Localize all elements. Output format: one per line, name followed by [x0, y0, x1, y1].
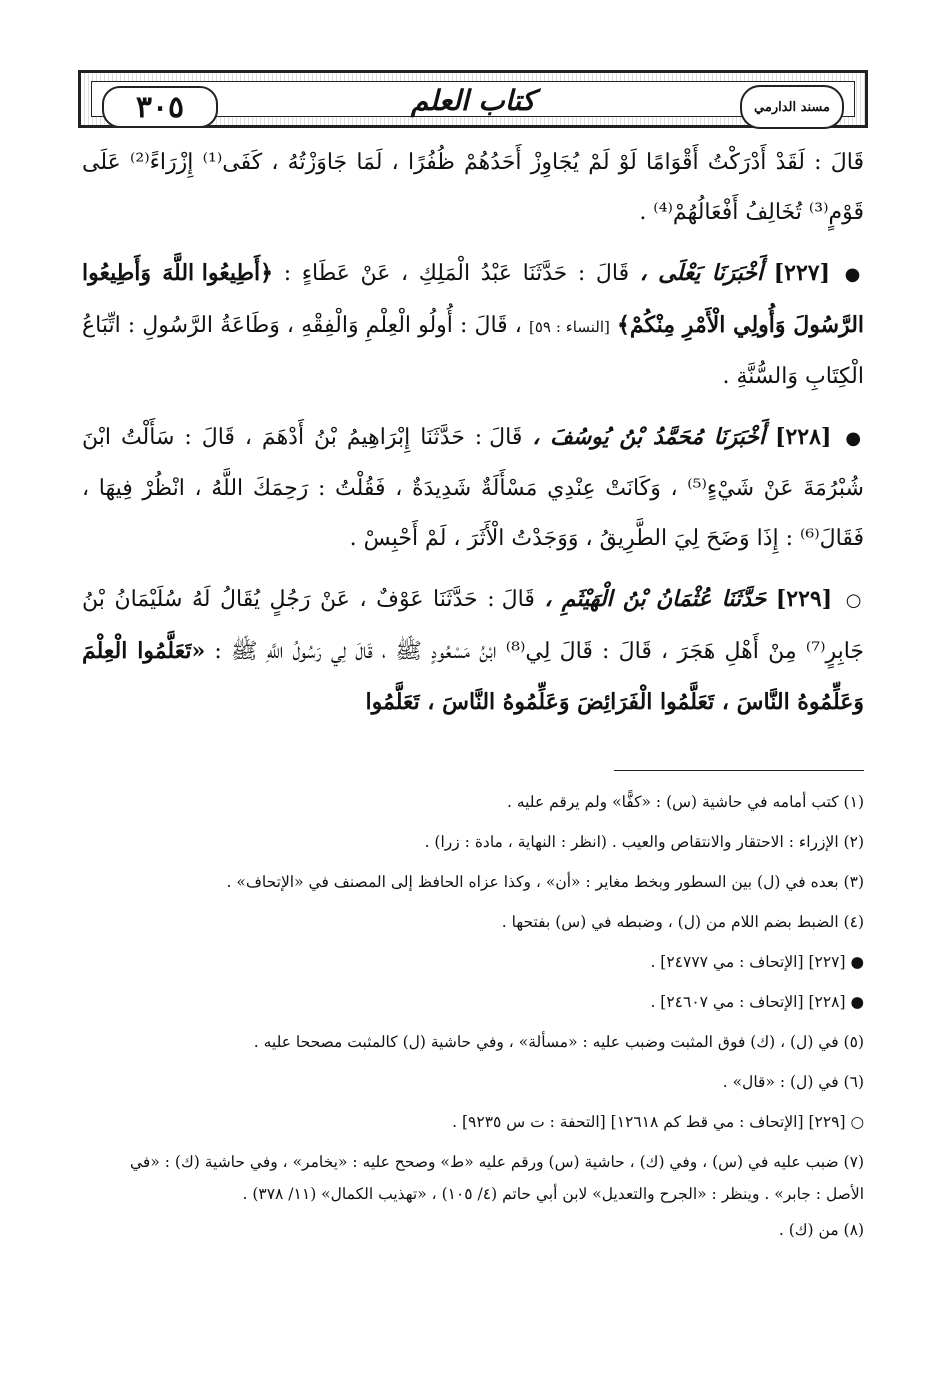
- quran-verse: ﴿أَطِيعُوا اللَّهَ وَأَطِيعُوا الرَّسُولَ وَأُولِي الْأَمْرِ مِنْكُمْ﴾: [82, 260, 865, 338]
- hadith-bullet-hollow: ○: [845, 590, 865, 611]
- chapter-title: كتاب العلم: [410, 84, 536, 117]
- hadith-text: قَالَ : حَدَّثَنَا عَوْفٌ ، عَنْ رَجُلٍ يُقَالُ لَهُ سُلَيْمَانُ بْنُ جَابِرٍ⁽⁷⁾ مِنْ أَهْلِ هَجَرَ ، قَالَ : قَالَ لِي⁽⁸⁾ ابْنُ مَسْعُودٍ ﷺ ، قَالَ لِي رَسُولُ اللَّهِ ﷺ :: [82, 587, 865, 664]
- hadith-chain-head: أَخْبَرَنَا يَعْلَى ،: [639, 260, 764, 286]
- hadith-bullet-filled: ●: [844, 264, 864, 285]
- hadith-228: [82, 412, 864, 564]
- hadith-chain-head: حَدَّثَنَا عُثْمَانُ بْنُ الْهَيْثَمِ ،: [544, 586, 767, 612]
- footnote-4: (٤) الضبط بضم اللام من (ل) ، وضبطه في (س) بفتحها .: [501, 913, 864, 931]
- hadith-number: [٢٢٩]: [775, 586, 833, 612]
- paragraph-continuation: قَالَ : لَقَدْ أَدْرَكْتُ أَقْوَامًا لَوْ لَمْ يُجَاوِزْ أَحَدُهُمْ ظُفُرًا ، لَمَا جَاوَزْتُهُ ، كَفَى⁽¹⁾ إِزْرَاءً⁽²⁾ عَلَى قَوْمٍ⁽³⁾ تُخَالِفُ أَفْعَالُهُمْ⁽⁴⁾ .: [82, 150, 864, 225]
- header-frame: [91, 81, 855, 125]
- page-header: [78, 70, 868, 128]
- footnote-ref-227: ● [٢٢٧] [الإتحاف : مي ٢٤٧٧٧] .: [650, 953, 864, 971]
- hadith-229: [82, 574, 864, 728]
- hadith-text-rest: ، قَالَ : أُولُو الْعِلْمِ وَالْفِقْهِ ، وَطَاعَةُ الرَّسُولِ : اتِّبَاعُ الْكِتَابِ وَالسُّنَّةِ .: [82, 313, 864, 389]
- footnote-1: (١) كتب أمامه في حاشية (س) : «كفًّا» ولم يرقم عليه .: [506, 793, 864, 811]
- main-text: [82, 138, 864, 738]
- footnotes: [100, 782, 864, 1250]
- verse-reference: [النساء : ٥٩]: [528, 318, 610, 336]
- footnote-2: (٢) الإزراء : الاحتقار والانتقاص والعيب . (انظر : النهاية ، مادة : زرا) .: [424, 833, 864, 851]
- prophetic-saying: «تَعَلَّمُوا الْعِلْمَ وَعَلِّمُوهُ النَّاسَ ، تَعَلَّمُوا الْفَرَائِضَ وَعَلِّمُوهُ النَّاسَ ، تَعَلَّمُوا: [82, 638, 864, 715]
- footnote-divider: [614, 770, 864, 771]
- footnote-ref-229: ○ [٢٢٩] [الإتحاف : مي قط كم ١٢٦١٨] [التحفة : ت س ٩٢٣٥] .: [452, 1113, 864, 1131]
- hadith-text: قَالَ : حَدَّثَنَا إِبْرَاهِيمُ بْنُ أَدْهَمَ ، قَالَ : سَأَلْتُ ابْنَ شُبْرُمَةَ عَنْ شَيْءٍ⁽⁵⁾ ، وَكَانَتْ عِنْدِي مَسْأَلَةٌ شَدِيدَةٌ ، فَقُلْتُ : رَحِمَكَ اللَّهُ ، انْظُرْ فِيهَا ، فَقَالَ⁽⁶⁾ : إِذَا وَضَحَ لِيَ الطَّرِيقُ ، وَوَجَدْتُ الْأَثَرَ ، لَمْ أَحْبِسْ .: [82, 425, 864, 551]
- footnote-8: (٨) من (ك) .: [778, 1221, 864, 1239]
- hadith-227: [82, 248, 864, 402]
- hadith-text: قَالَ : حَدَّثَنَا عَبْدُ الْمَلِكِ ، عَنْ عَطَاءٍ :: [283, 261, 630, 286]
- footnote-5: (٥) في (ل) ، (ك) فوق المثبت وضبب عليه : «مسألة» ، وفي حاشية (ل) كالمثبت مصححا عليه .: [253, 1033, 864, 1051]
- page-number: ٣٠٥: [102, 86, 218, 128]
- hadith-number: [٢٢٨]: [775, 424, 832, 450]
- hadith-number: [٢٢٧]: [773, 260, 831, 286]
- footnote-ref-228: ● [٢٢٨] [الإتحاف : مي ٢٤٦٠٧] .: [650, 993, 864, 1011]
- hadith-chain-head: أَخْبَرَنَا مُحَمَّدُ بْنُ يُوسُفَ ،: [532, 424, 766, 450]
- footnote-6: (٦) في (ل) : «قال» .: [722, 1073, 864, 1091]
- footnote-3: (٣) بعده في (ل) بين السطور وبخط مغاير : «أن» ، وكذا عزاه الحافظ إلى المصنف في «الإتحاف» .: [226, 873, 864, 891]
- hadith-bullet-filled: ●: [845, 428, 864, 449]
- book-seal: مسند الدارمي: [740, 85, 844, 129]
- footnote-7: (٧) ضبب عليه في (س) ، وفي (ك) ، حاشية (س) ورقم عليه «ط» وصحح عليه : «يخامر» ، وفي حاشية (ك) : «في الأصل : جابر» . وينظر : «الجرح والتعديل» لابن أبي حاتم (٤/ ١٠٥) ، «تهذيب الكمال» (١١/ ٣٧٨) .: [130, 1153, 864, 1203]
